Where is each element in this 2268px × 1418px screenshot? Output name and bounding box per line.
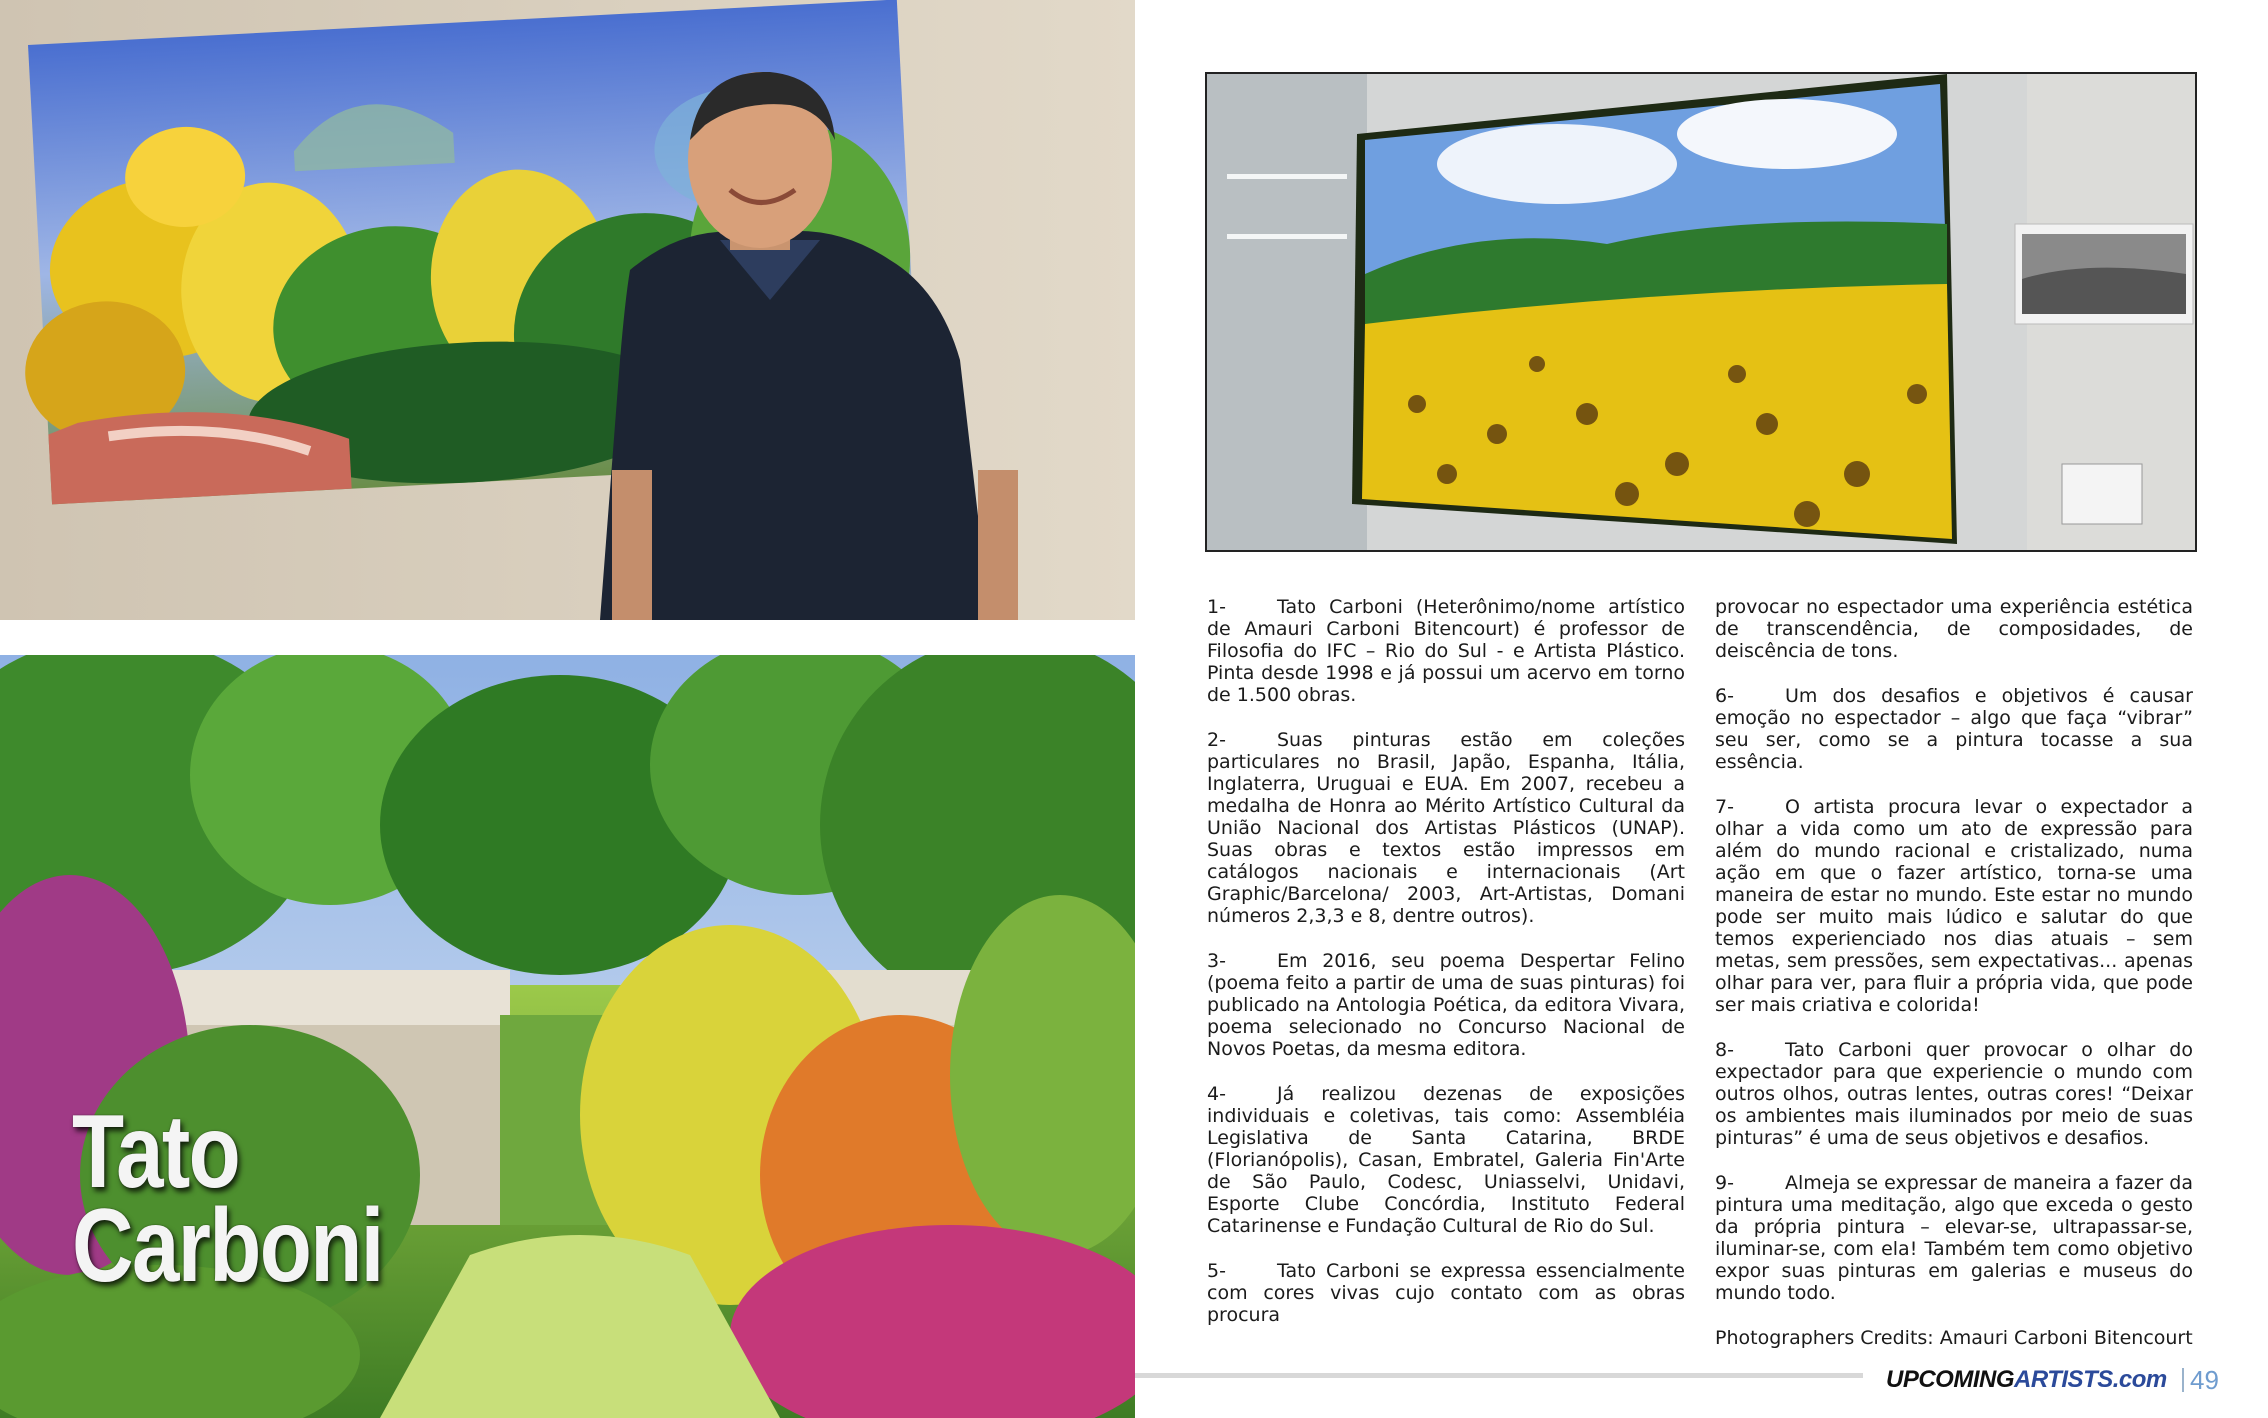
paragraph-9 [1715,1172,2193,1304]
brand-logo [1886,1366,2167,1394]
page-number-separator [2182,1368,2184,1392]
text-column-right [1715,596,2193,1372]
paragraph-7 [1715,796,2193,1016]
page-number: 49 [2190,1365,2219,1395]
paragraph-text: Tato Carboni quer provocar o olhar do expectador para que experiencie o mundo com outros olhos, outras lentes, outras cores! “Deixar os ambientes mais iluminados por meio de suas pinturas” é uma de seus objetivos e desafios. [1715,1039,2193,1149]
brand-part-2: ARTISTS.com [2014,1366,2167,1393]
paragraph-6 [1715,685,2193,773]
paragraph-text: provocar no espectador uma experiência estética de transcendência, de composidades, de deiscência de tons. [1715,596,2193,662]
brand-part-1: UPCOMING [1886,1366,2014,1393]
paragraph-number: 2- [1207,729,1226,751]
paragraph-text: Tato Carboni (Heterônimo/nome artístico de Amauri Carboni Bitencourt) é professor de Filosofia do IFC – Rio do Sul - e Artista Plástico. Pinta desde 1998 e já possui um acervo em torno de 1.500 obras. [1207,596,1685,706]
paragraph-8 [1715,1039,2193,1149]
paragraph-text: Tato Carboni se expressa essencialmente com cores vivas cujo contato com as obras procura [1207,1260,1685,1326]
sunflower-painting-photo [1205,72,2197,552]
paragraph-text: Já realizou dezenas de exposições individuais e coletivas, tais como: Assembléia Legislativa de Santa Catarina, BRDE (Florianópolis), Casan, Embratel, Galeria Fin'Arte de São Paulo, Codesc, Uniasselvi, Unidavi, Esporte Clube Concórdia, Instituto Federal Catarinense e Fundação Cultural de Rio do Sul. [1207,1083,1685,1237]
title-line-1: Tato [72,1094,240,1210]
paragraph-text: O artista procura levar o expectador a olhar a vida como um ato de expressão para além do mundo racional e cristalizado, numa ação em que o fazer artístico, torna-se uma maneira de estar no mundo. Este estar no mundo pode ser muito mais lúdico e salutar do que temos experienciado nos dias atuais – sem metas, sem pressões, sem expectativas... apenas olhar para ver, para fluir a própria vida, que pode ser mais criativa e colorida! [1715,796,2193,1016]
paragraph-number: 5- [1207,1260,1226,1282]
paragraph-1 [1207,596,1685,706]
paragraph-number: 9- [1715,1172,1734,1194]
paragraph-number: 4- [1207,1083,1226,1105]
article-title [72,1094,384,1304]
paragraph-text: Suas pinturas estão em coleções particulares no Brasil, Japão, Espanha, Itália, Inglaterra, Uruguai e EUA. Em 2007, recebeu a medalha de Honra ao Mérito Artístico Cultural da União Nacional dos Artistas Plásticos (UNAP). Suas obras e textos estão impressos em catálogos nacionais e internacionais (Art Graphic/Barcelona/ 2003, Art-Artistas, Domani números 2,3,3 e 8, dentre outros). [1207,729,1685,927]
paragraph-number: 3- [1207,950,1226,972]
paragraph-number: 8- [1715,1039,1734,1061]
artist-photo [0,0,1135,620]
paragraph-2 [1207,729,1685,927]
paragraph-4 [1207,1083,1685,1237]
paragraph-number: 6- [1715,685,1734,707]
photo-credits: Photographers Credits: Amauri Carboni Bitencourt [1715,1327,2193,1349]
title-line-2: Carboni [72,1188,383,1304]
paragraph-3 [1207,950,1685,1060]
paragraph-text: Almeja se expressar de maneira a fazer da pintura uma meditação, algo que exceda o gesto da própria pintura – elevar-se, ultrapassar-se, iluminar-se, com ela! Também tem como objetivo expor suas pinturas em galerias e museus do mundo todo. [1715,1172,2193,1304]
text-column-left [1207,596,1685,1349]
paragraph-5 [1207,1260,1685,1326]
paragraph-number: 1- [1207,596,1226,618]
paragraph-text: Em 2016, seu poema Despertar Felino (poema feito a partir de uma de suas pinturas) foi publicado na Antologia Poética, da editora Vivara, poema selecionado no Concurso Nacional de Novos Poetas, da mesma editora. [1207,950,1685,1060]
paragraph-number: 7- [1715,796,1734,818]
paragraph-5-continued [1715,596,2193,662]
footer-divider [1135,1373,1863,1378]
paragraph-text: Um dos desafios e objetivos é causar emoção no espectador – algo que faça “vibrar” seu ser, como se a pintura tocasse a sua essência. [1715,685,2193,773]
